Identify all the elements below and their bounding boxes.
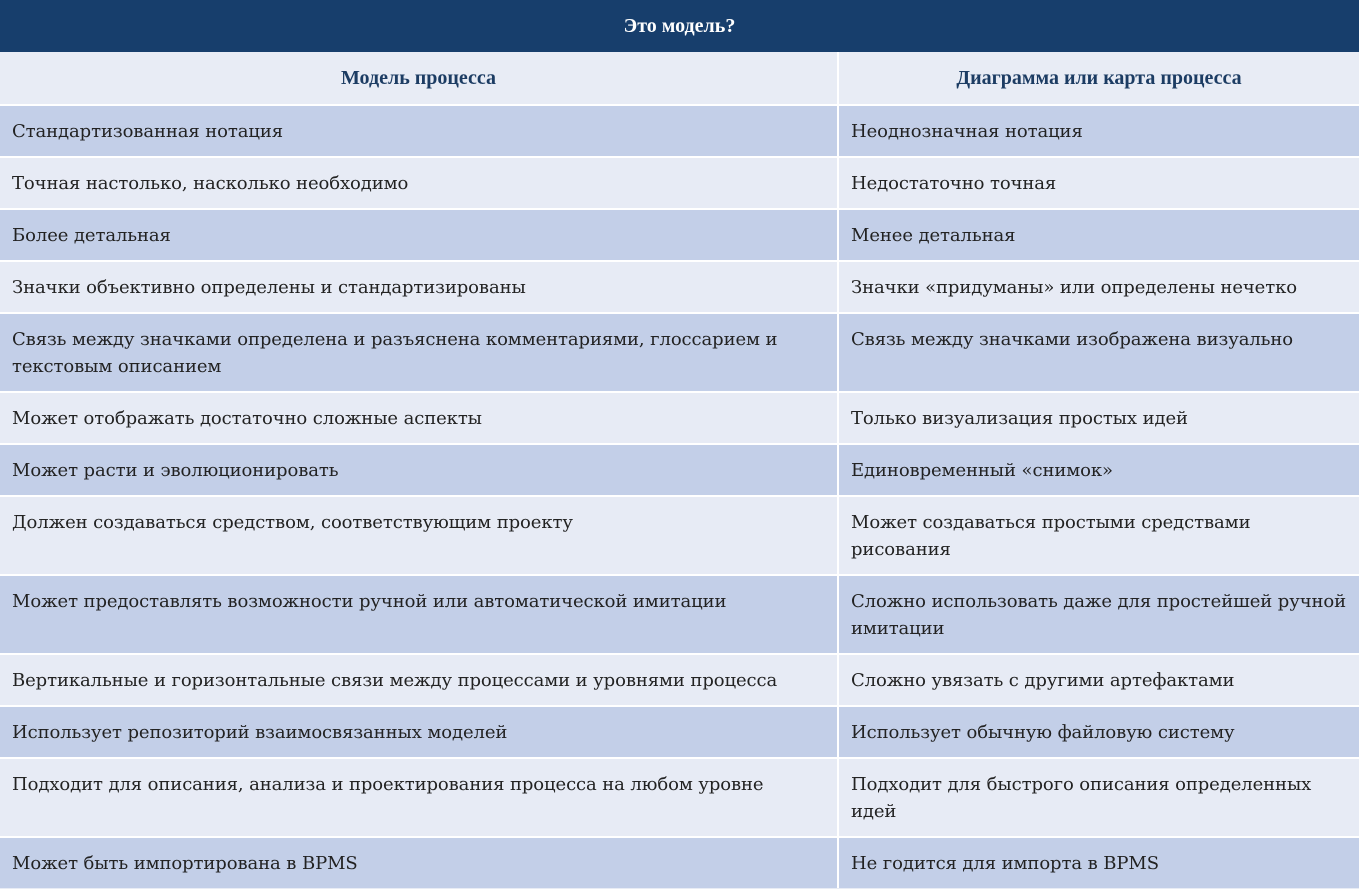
row-model-cell: Подходит для описания, анализа и проектирования процесса на любом уровне: [0, 758, 838, 837]
table-title: Это модель?: [0, 0, 1359, 52]
header-row: [0, 52, 1359, 105]
row-diagram-cell: Сложно использовать даже для простейшей ручной имитации: [838, 575, 1359, 654]
row-model-cell: Может предоставлять возможности ручной или автоматической имитации: [0, 575, 838, 654]
row-model-cell: Должен создаваться средством, соответствующим проекту: [0, 496, 838, 575]
table-row: [0, 706, 1359, 758]
row-diagram-cell: Только визуализация простых идей: [838, 392, 1359, 444]
table-row: [0, 392, 1359, 444]
row-model-cell: Может расти и эволюционировать: [0, 444, 838, 496]
header-process-model: Модель процесса: [0, 52, 838, 105]
table-row: [0, 837, 1359, 888]
row-model-cell: Вертикальные и горизонтальные связи между процессами и уровнями процесса: [0, 654, 838, 706]
row-diagram-cell: Менее детальная: [838, 209, 1359, 261]
table-row: [0, 105, 1359, 157]
row-model-cell: Использует репозиторий взаимосвязанных моделей: [0, 706, 838, 758]
table-row: [0, 496, 1359, 575]
table-row: [0, 654, 1359, 706]
row-diagram-cell: Использует обычную файловую систему: [838, 706, 1359, 758]
row-diagram-cell: Недостаточно точная: [838, 157, 1359, 209]
row-diagram-cell: Неоднозначная нотация: [838, 105, 1359, 157]
row-diagram-cell: Может создаваться простыми средствами рисования: [838, 496, 1359, 575]
row-diagram-cell: Сложно увязать с другими артефактами: [838, 654, 1359, 706]
row-diagram-cell: Значки «придуманы» или определены нечетко: [838, 261, 1359, 313]
row-diagram-cell: Подходит для быстрого описания определенных идей: [838, 758, 1359, 837]
row-model-cell: Связь между значками определена и разъяснена комментариями, глоссарием и текстовым описанием: [0, 313, 838, 392]
row-diagram-cell: Не годится для импорта в BPMS: [838, 837, 1359, 888]
row-model-cell: Может отображать достаточно сложные аспекты: [0, 392, 838, 444]
header-process-diagram: Диаграмма или карта процесса: [838, 52, 1359, 105]
table-row: [0, 758, 1359, 837]
table-row: [0, 313, 1359, 392]
row-model-cell: Более детальная: [0, 209, 838, 261]
row-diagram-cell: Единовременный «снимок»: [838, 444, 1359, 496]
table-row: [0, 157, 1359, 209]
row-model-cell: Точная настолько, насколько необходимо: [0, 157, 838, 209]
row-model-cell: Стандартизованная нотация: [0, 105, 838, 157]
table-row: [0, 261, 1359, 313]
table-row: [0, 209, 1359, 261]
comparison-table: [0, 52, 1359, 888]
table-row: [0, 575, 1359, 654]
row-model-cell: Значки объективно определены и стандартизированы: [0, 261, 838, 313]
row-model-cell: Может быть импортирована в BPMS: [0, 837, 838, 888]
table-row: [0, 444, 1359, 496]
row-diagram-cell: Связь между значками изображена визуально: [838, 313, 1359, 392]
